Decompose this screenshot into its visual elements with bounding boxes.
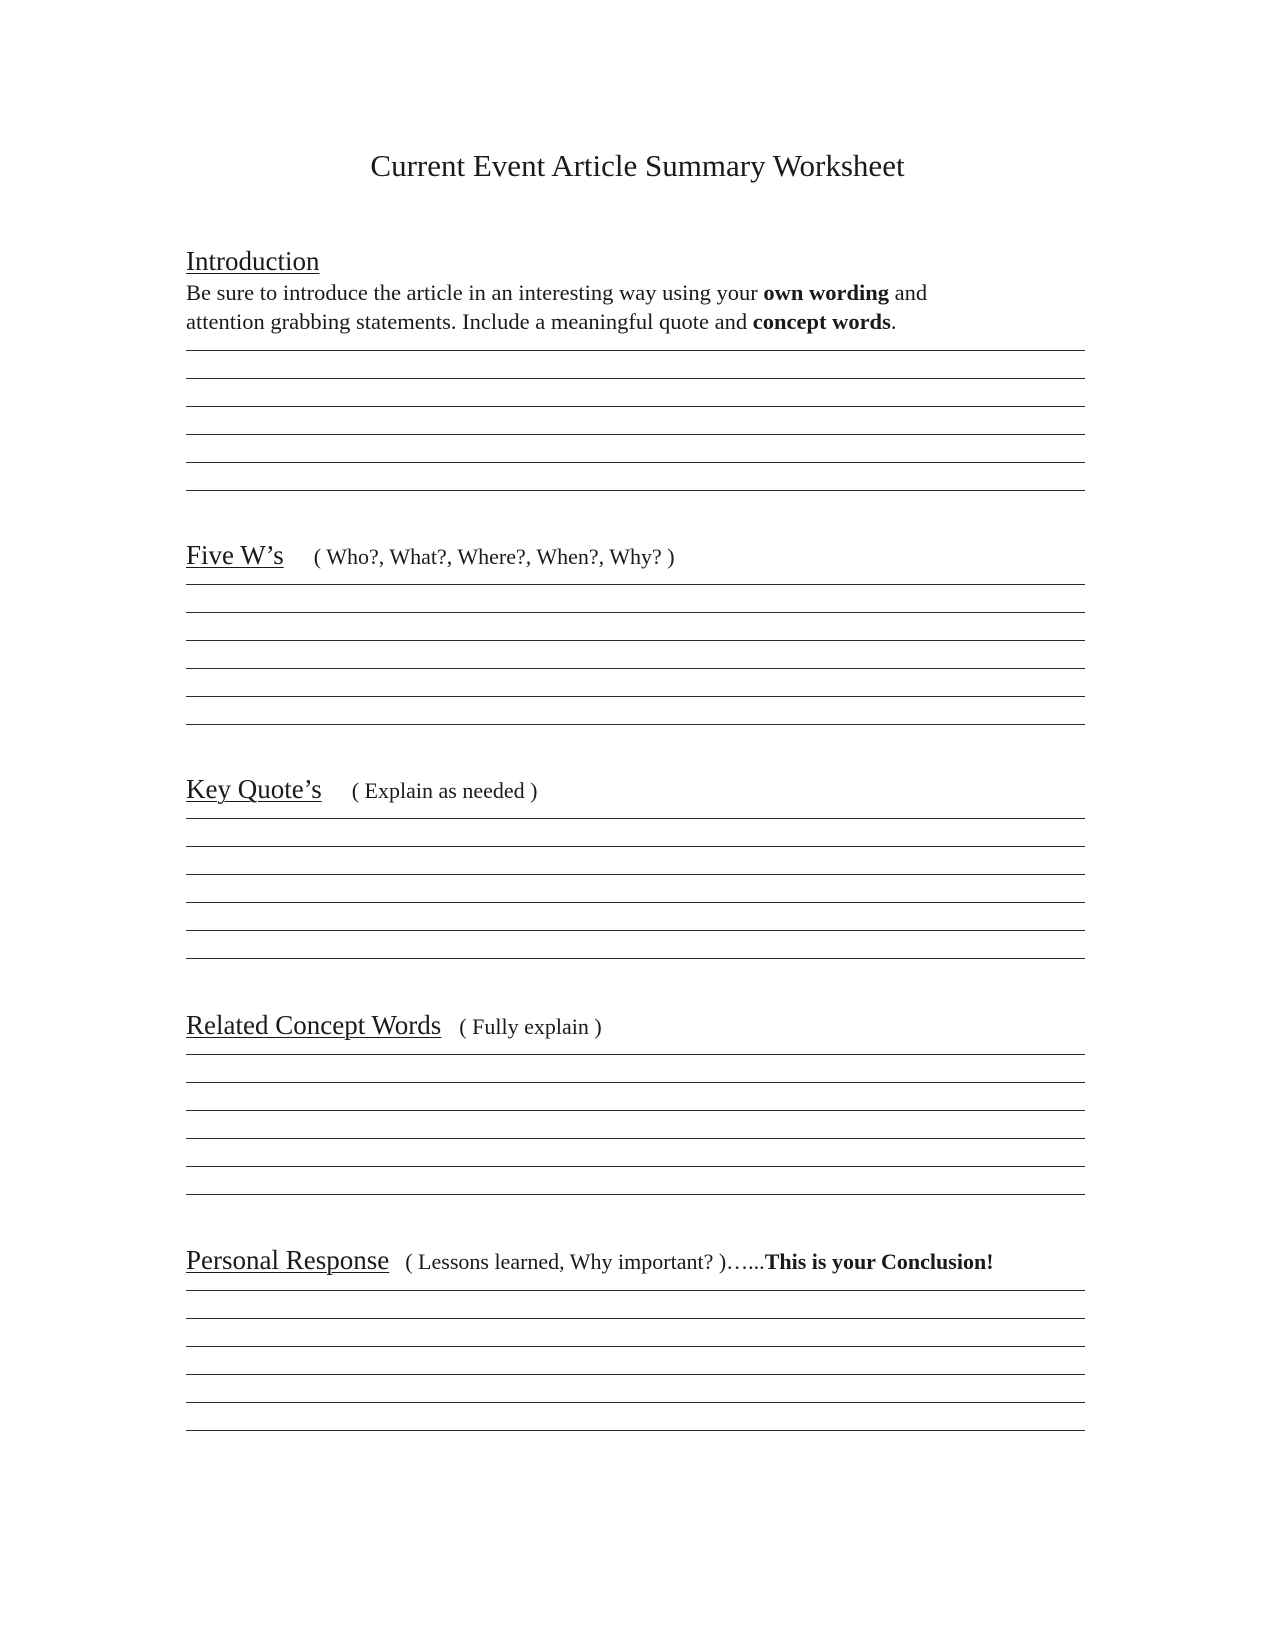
- writing-line[interactable]: [186, 724, 1085, 725]
- writing-line[interactable]: [186, 846, 1085, 847]
- five-ws-heading-text: Five W’s: [186, 540, 284, 570]
- writing-line[interactable]: [186, 1194, 1085, 1195]
- writing-line[interactable]: [186, 902, 1085, 903]
- concept-words-note: ( Fully explain ): [459, 1014, 602, 1039]
- introduction-instructions: [186, 278, 927, 336]
- introduction-line-2-end: .: [890, 309, 897, 334]
- key-quotes-note: ( Explain as needed ): [351, 778, 538, 803]
- writing-line[interactable]: [186, 1402, 1085, 1403]
- writing-line[interactable]: [186, 1430, 1085, 1431]
- personal-response-heading-text: Personal Response: [186, 1245, 390, 1275]
- concept-words-heading: [186, 1008, 602, 1047]
- writing-line[interactable]: [186, 1138, 1085, 1139]
- writing-line[interactable]: [186, 378, 1085, 379]
- conclusion-emphasis: This is your Conclusion!: [764, 1249, 994, 1274]
- introduction-line-1-text: Be sure to introduce the article in an interesting way using your: [186, 280, 764, 305]
- writing-line[interactable]: [186, 1290, 1085, 1291]
- writing-line[interactable]: [186, 668, 1085, 669]
- personal-response-heading: [186, 1243, 994, 1282]
- five-ws-heading: [186, 538, 675, 577]
- writing-line[interactable]: [186, 490, 1085, 491]
- writing-line[interactable]: [186, 1374, 1085, 1375]
- writing-line[interactable]: [186, 958, 1085, 959]
- introduction-line-2-text: attention grabbing statements. Include a meaningful quote and: [186, 309, 753, 334]
- writing-line[interactable]: [186, 1318, 1085, 1319]
- writing-line[interactable]: [186, 612, 1085, 613]
- introduction-line-1-end: and: [889, 280, 928, 305]
- key-quotes-heading-text: Key Quote’s: [186, 774, 322, 804]
- writing-line[interactable]: [186, 434, 1085, 435]
- personal-response-note: ( Lessons learned, Why important? )…...: [405, 1249, 765, 1274]
- introduction-line-1: [186, 278, 927, 307]
- own-wording-emphasis: own wording: [763, 280, 889, 305]
- concept-words-emphasis: concept words: [752, 309, 891, 334]
- writing-line[interactable]: [186, 350, 1085, 351]
- writing-line[interactable]: [186, 1110, 1085, 1111]
- writing-line[interactable]: [186, 462, 1085, 463]
- five-ws-note: ( Who?, What?, Where?, When?, Why? ): [313, 544, 675, 569]
- writing-line[interactable]: [186, 874, 1085, 875]
- key-quotes-heading: [186, 772, 537, 811]
- writing-line[interactable]: [186, 640, 1085, 641]
- writing-line[interactable]: [186, 1082, 1085, 1083]
- introduction-line-2: [186, 307, 927, 336]
- writing-line[interactable]: [186, 696, 1085, 697]
- introduction-heading-text: Introduction: [186, 246, 320, 276]
- page-title: Current Event Article Summary Worksheet: [370, 148, 905, 183]
- writing-line[interactable]: [186, 818, 1085, 819]
- writing-line[interactable]: [186, 1346, 1085, 1347]
- writing-line[interactable]: [186, 930, 1085, 931]
- writing-line[interactable]: [186, 1054, 1085, 1055]
- concept-words-heading-text: Related Concept Words: [186, 1010, 442, 1040]
- writing-line[interactable]: [186, 584, 1085, 585]
- writing-line[interactable]: [186, 406, 1085, 407]
- writing-line[interactable]: [186, 1166, 1085, 1167]
